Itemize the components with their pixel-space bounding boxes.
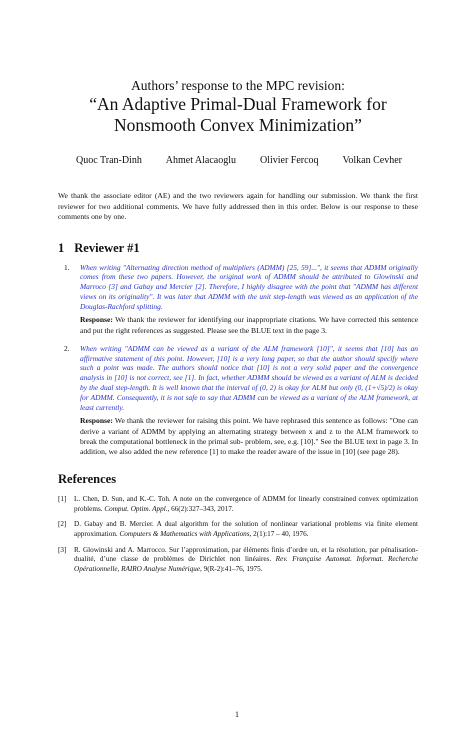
reviewer-comment: When writing "Alternating direction method of multipliers (ADMM) [25, 59]...", it seems that ADMM originally comes from these two papers. However, the original work of ADMM should be attributed to Glowinski and Marroco [3] and Gabay and Mercier [2]. Therefore, I highly disagree with the point that "ADMM has different views on its originality". It was later that ADMM with the unit step-length was viewed as an application of the Douglas-Rachford splitting. [80,262,418,311]
author: Ahmet Alacaoglu [165,155,237,166]
document-page [0,77,474,747]
reviewer-comment: When writing "ADMM can be viewed as a variant of the ALM framework [10]", it seems that [10] has an affirmative statement of this point. However, [10] is a very long paper, so that the author should specify where such a point was made. The authors should notice that [10] is not a very solid paper and the convergence analysis in [10] is not correct, see [1]. In fact, whether ADMM should be viewed as a variant of ALM is decided by the dual step-length. It is well known that the interval of (0, 2) is okay for ALM but only (0, (1+√5)/2) is okay for ADMM. Consequently, it is not safe to say that ADMM can be viewed as a variant of the ALM framework, at least currently. [80,343,418,412]
reference-main: D. Gabay and B. Mercier. A dual algorithm for the solution of nonlinear variational problems via finite element approximation. [74,520,418,539]
intro-paragraph: We thank the associate editor (AE) and the two reviewers again for handling our submission. We thank the first reviewer for two additional comments. We have fully addressed then in this order. Below is our response to these comments one by one. [58,191,418,221]
author: Quoc Tran-Dinh [76,155,142,166]
reference-venue: Comput. Optim. Appl. [104,504,168,513]
title-block [58,77,418,136]
item-body [80,263,418,336]
reference-entry [58,520,418,539]
reference-entry [58,546,418,575]
author-response [80,416,418,457]
reference-text [74,546,418,575]
title-line-3: Nonsmooth Convex Minimization” [114,115,362,135]
review-items [58,263,418,458]
reference-venue: Computers & Mathematics with Applications [119,530,250,539]
page-number: 1 [235,710,239,719]
item-number: 1. [64,262,70,272]
reference-main: L. Chen, D. Sun, and K.-C. Toh. A note on the convergence of ADMM for linearly constrained convex optimization problems. [74,495,418,513]
references-heading: References [58,472,117,487]
author-list [58,155,418,166]
section-number: 1 [58,240,65,255]
section-heading [58,240,418,256]
title-line-1: Authors’ response to the MPC revision: [131,78,345,93]
item-body [80,344,418,457]
reference-venue: Rev. Française Automat. Informat. Recherche Opérationnelle, RAIRO Analyse Numérique [74,555,418,573]
author: Olivier Fercoq [259,155,319,166]
reference-tail: , 9(R-2):41–76, 1975. [200,564,263,573]
reference-number: [2] [58,520,67,529]
reference-text [74,495,418,514]
reference-number: [3] [58,545,67,554]
reference-tail: , 2(1):17 – 40, 1976. [249,530,309,539]
item-number: 2. [64,343,70,353]
reference-number: [1] [58,495,67,504]
reference-list [58,495,418,574]
reference-entry [58,495,418,514]
title-line-2: “An Adaptive Primal-Dual Framework for [89,94,387,114]
response-label: Response: [80,416,113,426]
reference-tail: , 66(2):327–343, 2017. [167,504,234,513]
section-title: Reviewer #1 [74,240,140,255]
author: Volkan Cevher [342,155,402,166]
response-label: Response: [80,315,113,325]
response-text: We thank the reviewer for raising this point. We have rephrased this sentence as follows: "One can derive a variant of ADMM by applying an alternating strategy between x and z to the ALM framework to break the computational bottleneck in the primal sub- problem, see, e.g. [10]." See the BLUE text in page 3. In addition, we also added the new reference [1] to make the reader aware of the issue in [10] (see page 28). [80,416,418,457]
author-response [80,315,418,335]
reference-text [74,520,418,539]
reference-main: R. Glowinski and A. Marrocco. Sur l’approximation, par éléments finis d’ordre un, et la résolution, par pénalisation-dualité, d’une classe de problèmes de Dirichlet non linéaires. [74,545,418,564]
review-item [58,263,418,336]
review-item [58,344,418,457]
response-text: We thank the reviewer for identifying our inappropriate citations. We have corrected this sentence and put the right references as suggested. Please see the BLUE text in the page 3. [80,315,418,335]
